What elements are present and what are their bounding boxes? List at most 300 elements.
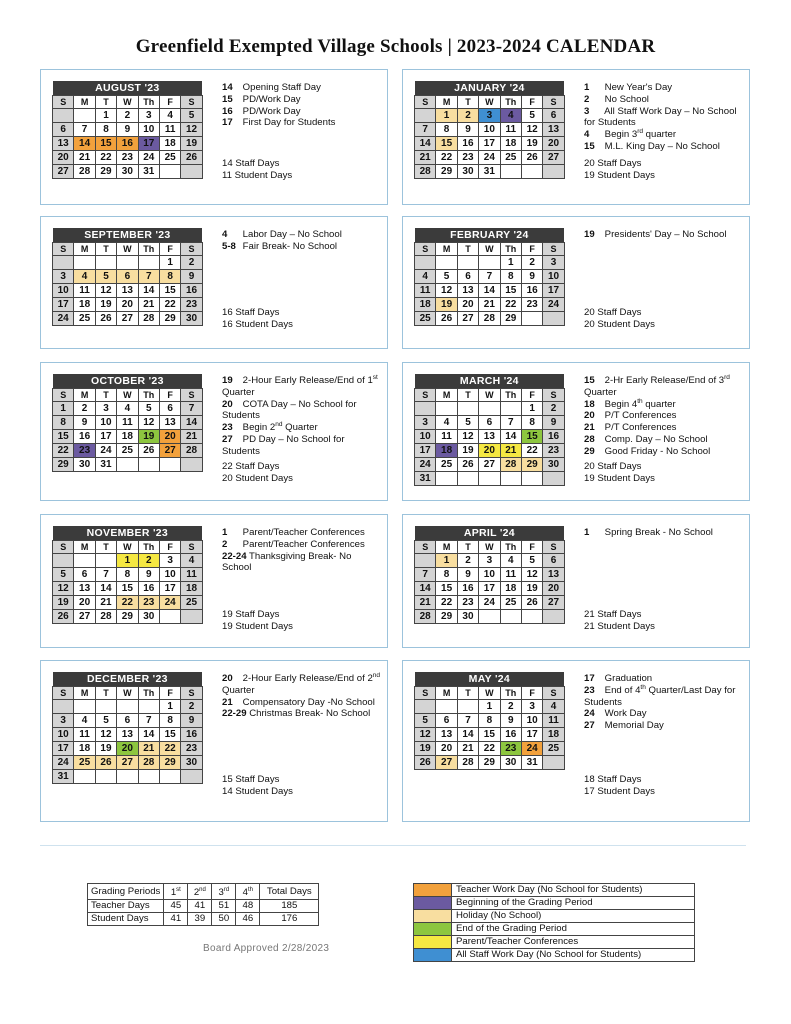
day-cell: 19 xyxy=(457,444,478,458)
day-header: S xyxy=(181,243,202,256)
day-header: Th xyxy=(138,687,159,700)
day-cell xyxy=(500,472,521,486)
legend-label: Beginning of the Grading Period xyxy=(452,897,695,910)
day-cell xyxy=(500,165,521,179)
calendar-note: 1 Parent/Teacher Conferences xyxy=(222,527,365,538)
student-days: 17 Student Days xyxy=(584,785,655,797)
legend-row xyxy=(414,949,695,962)
month-card xyxy=(40,660,388,822)
day-cell xyxy=(117,770,138,784)
day-cell: 1 xyxy=(436,109,457,123)
day-cell: 14 xyxy=(415,582,436,596)
day-cell: 20 xyxy=(436,742,457,756)
month-card xyxy=(40,514,388,648)
day-cell: 19 xyxy=(521,582,542,596)
day-cell: 12 xyxy=(457,430,478,444)
day-cell: 10 xyxy=(543,270,564,284)
day-header: T xyxy=(95,96,116,109)
day-cell: 11 xyxy=(500,123,521,137)
day-cell: 27 xyxy=(543,596,564,610)
day-cell: 17 xyxy=(159,582,180,596)
legend-row xyxy=(414,910,695,923)
grading-cell: 46 xyxy=(236,913,260,926)
day-cell: 16 xyxy=(181,284,202,298)
day-cell xyxy=(74,770,95,784)
day-cell: 31 xyxy=(415,472,436,486)
day-cell: 4 xyxy=(500,109,521,123)
day-cell: 27 xyxy=(479,458,500,472)
grading-cell: 48 xyxy=(236,900,260,913)
grading-cell: 185 xyxy=(260,900,319,913)
day-header: M xyxy=(436,389,457,402)
day-counts xyxy=(222,158,292,182)
day-cell: 3 xyxy=(159,554,180,568)
day-cell: 25 xyxy=(500,596,521,610)
day-cell: 3 xyxy=(479,109,500,123)
grading-cell: 41 xyxy=(188,900,212,913)
day-header: F xyxy=(159,389,180,402)
day-cell: 4 xyxy=(436,416,457,430)
day-header: S xyxy=(415,389,436,402)
day-cell: 8 xyxy=(479,714,500,728)
day-cell: 17 xyxy=(53,742,74,756)
day-cell: 23 xyxy=(74,444,95,458)
month-notes xyxy=(222,673,382,720)
legend-row xyxy=(414,897,695,910)
day-cell: 24 xyxy=(479,596,500,610)
day-cell xyxy=(521,610,542,624)
day-cell xyxy=(479,402,500,416)
day-cell: 20 xyxy=(53,151,74,165)
day-header: M xyxy=(74,389,95,402)
day-cell: 12 xyxy=(95,284,116,298)
legend-row xyxy=(414,884,695,897)
day-cell: 30 xyxy=(181,312,202,326)
day-cell: 13 xyxy=(117,728,138,742)
day-cell xyxy=(138,770,159,784)
day-header: T xyxy=(457,243,478,256)
day-cell: 6 xyxy=(117,714,138,728)
legend-swatch xyxy=(414,897,452,910)
day-header: W xyxy=(479,541,500,554)
day-cell: 5 xyxy=(521,554,542,568)
month-calendar xyxy=(52,374,203,472)
day-cell: 1 xyxy=(53,402,74,416)
grading-header: 1st xyxy=(164,884,188,900)
staff-days: 16 Staff Days xyxy=(222,307,280,318)
day-cell: 12 xyxy=(521,123,542,137)
day-cell: 15 xyxy=(479,728,500,742)
day-cell: 24 xyxy=(53,312,74,326)
day-cell: 25 xyxy=(159,151,180,165)
day-header: M xyxy=(74,96,95,109)
day-cell xyxy=(74,256,95,270)
day-header: S xyxy=(543,96,564,109)
day-cell: 19 xyxy=(53,596,74,610)
day-cell: 26 xyxy=(521,151,542,165)
student-days: 19 Student Days xyxy=(584,169,655,181)
day-header: S xyxy=(53,389,74,402)
day-cell xyxy=(479,472,500,486)
day-header: W xyxy=(479,243,500,256)
day-cell: 18 xyxy=(74,298,95,312)
day-cell: 24 xyxy=(479,151,500,165)
day-header: F xyxy=(521,687,542,700)
calendar-note: 24 Work Day xyxy=(584,708,647,720)
day-cell: 14 xyxy=(181,416,202,430)
day-cell: 11 xyxy=(543,714,564,728)
day-header: M xyxy=(74,541,95,554)
day-cell: 10 xyxy=(138,123,159,137)
day-cell xyxy=(159,770,180,784)
day-cell: 6 xyxy=(543,554,564,568)
day-cell: 21 xyxy=(415,596,436,610)
day-cell: 27 xyxy=(436,756,457,770)
month-calendar xyxy=(414,374,565,486)
day-cell: 10 xyxy=(53,284,74,298)
day-cell: 26 xyxy=(457,458,478,472)
calendar-note: 15 M.L. King Day – No School xyxy=(584,140,720,152)
legend-swatch xyxy=(414,923,452,936)
day-cell: 26 xyxy=(521,596,542,610)
day-cell: 13 xyxy=(436,728,457,742)
day-cell: 1 xyxy=(117,554,138,568)
day-cell: 4 xyxy=(500,554,521,568)
day-cell: 13 xyxy=(543,123,564,137)
calendar-note: 23 Begin 2nd Quarter xyxy=(222,421,318,434)
grading-row-label: Student Days xyxy=(88,913,164,926)
day-cell: 19 xyxy=(436,298,457,312)
day-cell: 30 xyxy=(457,165,478,179)
day-cell xyxy=(415,554,436,568)
staff-days: 14 Staff Days xyxy=(222,158,280,169)
day-cell: 24 xyxy=(159,596,180,610)
month-notes xyxy=(584,527,744,539)
board-approved-note: Board Approved 2/28/2023 xyxy=(203,943,330,954)
day-header: S xyxy=(543,243,564,256)
day-cell: 8 xyxy=(53,416,74,430)
day-cell: 13 xyxy=(159,416,180,430)
calendar-note: 16 PD/Work Day xyxy=(222,105,301,117)
day-cell xyxy=(53,109,74,123)
day-cell: 22 xyxy=(521,444,542,458)
day-cell: 16 xyxy=(543,430,564,444)
day-cell: 6 xyxy=(159,402,180,416)
day-cell: 16 xyxy=(457,137,478,151)
day-cell: 26 xyxy=(95,312,116,326)
day-cell: 18 xyxy=(74,742,95,756)
day-cell: 20 xyxy=(117,742,138,756)
grading-cell: 41 xyxy=(164,913,188,926)
day-cell: 30 xyxy=(138,610,159,624)
legend-row xyxy=(414,936,695,949)
day-cell xyxy=(159,165,180,179)
day-counts xyxy=(222,461,293,485)
grading-header: 4th xyxy=(236,884,260,900)
month-card xyxy=(402,362,750,501)
day-cell: 9 xyxy=(117,123,138,137)
day-cell: 15 xyxy=(500,284,521,298)
day-header: S xyxy=(53,243,74,256)
day-header: F xyxy=(521,389,542,402)
day-cell xyxy=(74,109,95,123)
day-cell: 9 xyxy=(138,568,159,582)
day-header: M xyxy=(436,243,457,256)
day-cell: 18 xyxy=(117,430,138,444)
day-cell: 5 xyxy=(521,109,542,123)
day-header: Th xyxy=(500,389,521,402)
day-cell: 31 xyxy=(479,165,500,179)
calendar-note: 1 Spring Break - No School xyxy=(584,527,713,538)
day-cell xyxy=(415,700,436,714)
day-cell xyxy=(415,402,436,416)
month-card xyxy=(402,216,750,349)
day-cell: 31 xyxy=(53,770,74,784)
calendar-note: 28 Comp. Day – No School xyxy=(584,433,708,445)
staff-days: 19 Staff Days xyxy=(222,609,280,620)
month-card xyxy=(40,69,388,205)
day-cell: 4 xyxy=(74,270,95,284)
day-cell: 28 xyxy=(479,312,500,326)
month-calendar xyxy=(52,526,203,624)
calendar-note: 27 PD Day – No School for Students xyxy=(222,433,345,457)
day-cell: 10 xyxy=(159,568,180,582)
day-cell: 25 xyxy=(181,596,202,610)
day-cell: 18 xyxy=(500,137,521,151)
day-cell: 15 xyxy=(117,582,138,596)
day-cell: 28 xyxy=(181,444,202,458)
day-cell: 12 xyxy=(138,416,159,430)
day-cell: 2 xyxy=(74,402,95,416)
day-cell: 15 xyxy=(521,430,542,444)
day-cell: 25 xyxy=(436,458,457,472)
day-cell: 2 xyxy=(543,402,564,416)
day-cell: 10 xyxy=(53,728,74,742)
month-title: MAY '24 xyxy=(415,672,565,687)
staff-days: 21 Staff Days xyxy=(584,609,642,620)
day-cell xyxy=(543,312,564,326)
day-cell: 16 xyxy=(181,728,202,742)
day-cell: 7 xyxy=(95,568,116,582)
month-title: APRIL '24 xyxy=(415,526,565,541)
day-cell: 11 xyxy=(159,123,180,137)
day-cell: 29 xyxy=(95,165,116,179)
day-header: S xyxy=(415,243,436,256)
day-cell: 5 xyxy=(138,402,159,416)
day-cell: 18 xyxy=(159,137,180,151)
day-cell: 27 xyxy=(159,444,180,458)
day-cell: 1 xyxy=(500,256,521,270)
month-calendar xyxy=(414,81,565,179)
day-header: M xyxy=(74,687,95,700)
day-cell: 12 xyxy=(53,582,74,596)
day-cell: 24 xyxy=(543,298,564,312)
staff-days: 22 Staff Days xyxy=(222,461,280,472)
day-cell xyxy=(138,458,159,472)
day-cell: 3 xyxy=(53,714,74,728)
day-cell: 22 xyxy=(436,151,457,165)
calendar-note: 5-8 Fair Break- No School xyxy=(222,240,338,252)
day-cell: 2 xyxy=(181,700,202,714)
calendar-note: 2 Parent/Teacher Conferences xyxy=(222,538,365,550)
legend-label: Parent/Teacher Conferences xyxy=(452,936,695,949)
month-calendar xyxy=(52,672,203,784)
day-cell: 5 xyxy=(457,416,478,430)
day-cell: 10 xyxy=(479,568,500,582)
day-cell: 9 xyxy=(500,714,521,728)
day-cell: 23 xyxy=(543,444,564,458)
day-cell: 18 xyxy=(543,728,564,742)
day-cell: 23 xyxy=(181,298,202,312)
day-cell: 20 xyxy=(74,596,95,610)
calendar-note: 19 2-Hour Early Release/End of 1st Quarter xyxy=(222,373,378,398)
grading-periods-table xyxy=(87,883,319,926)
day-cell xyxy=(543,165,564,179)
grading-header: Grading Periods xyxy=(88,884,164,900)
month-title: FEBRUARY '24 xyxy=(415,228,565,243)
day-cell xyxy=(436,256,457,270)
day-cell: 6 xyxy=(117,270,138,284)
grading-cell: 39 xyxy=(188,913,212,926)
month-calendar xyxy=(52,81,203,179)
month-calendar xyxy=(414,228,565,326)
day-cell: 16 xyxy=(138,582,159,596)
day-cell: 10 xyxy=(415,430,436,444)
day-cell: 2 xyxy=(500,700,521,714)
month-notes xyxy=(222,82,382,129)
day-cell: 24 xyxy=(53,756,74,770)
day-cell: 17 xyxy=(521,728,542,742)
calendar-note: 15 2-Hr Early Release/End of 3rd Quarter xyxy=(584,373,730,398)
day-cell xyxy=(181,610,202,624)
day-counts xyxy=(584,158,655,182)
day-cell: 23 xyxy=(181,742,202,756)
day-header: W xyxy=(117,687,138,700)
day-cell: 28 xyxy=(138,756,159,770)
day-cell: 2 xyxy=(181,256,202,270)
day-cell: 9 xyxy=(521,270,542,284)
day-header: Th xyxy=(138,96,159,109)
day-cell: 20 xyxy=(159,430,180,444)
legend-swatch xyxy=(414,884,452,897)
day-cell: 23 xyxy=(457,151,478,165)
day-cell: 3 xyxy=(53,270,74,284)
day-cell: 30 xyxy=(500,756,521,770)
day-cell xyxy=(457,472,478,486)
legend-label: Holiday (No School) xyxy=(452,910,695,923)
day-cell: 14 xyxy=(138,284,159,298)
day-header: S xyxy=(415,687,436,700)
day-cell: 22 xyxy=(159,742,180,756)
day-cell: 4 xyxy=(159,109,180,123)
day-cell: 31 xyxy=(138,165,159,179)
staff-days: 18 Staff Days xyxy=(584,774,642,785)
day-cell: 2 xyxy=(457,554,478,568)
day-cell: 29 xyxy=(500,312,521,326)
day-cell: 26 xyxy=(95,756,116,770)
day-cell: 1 xyxy=(436,554,457,568)
day-cell: 29 xyxy=(521,458,542,472)
day-cell: 6 xyxy=(543,109,564,123)
day-header: F xyxy=(159,687,180,700)
calendar-note: 20 P/T Conferences xyxy=(584,410,677,422)
color-legend xyxy=(413,883,695,962)
day-header: Th xyxy=(500,687,521,700)
staff-days: 20 Staff Days xyxy=(584,461,642,472)
day-cell: 20 xyxy=(543,137,564,151)
day-cell: 3 xyxy=(479,554,500,568)
day-cell: 18 xyxy=(415,298,436,312)
day-cell xyxy=(181,770,202,784)
day-cell: 27 xyxy=(457,312,478,326)
month-notes xyxy=(222,527,382,574)
day-cell xyxy=(479,610,500,624)
day-cell: 4 xyxy=(74,714,95,728)
day-cell: 3 xyxy=(95,402,116,416)
day-cell: 19 xyxy=(95,742,116,756)
day-cell: 28 xyxy=(415,610,436,624)
calendar-note: 17 First Day for Students xyxy=(222,117,336,129)
day-cell: 15 xyxy=(53,430,74,444)
day-cell: 12 xyxy=(415,728,436,742)
day-cell xyxy=(415,109,436,123)
day-cell xyxy=(436,700,457,714)
day-cell: 24 xyxy=(138,151,159,165)
day-cell: 21 xyxy=(181,430,202,444)
day-cell: 11 xyxy=(436,430,457,444)
day-cell: 1 xyxy=(159,256,180,270)
day-cell: 6 xyxy=(479,416,500,430)
day-cell: 13 xyxy=(74,582,95,596)
day-cell: 7 xyxy=(479,270,500,284)
calendar-note: 20 2-Hour Early Release/End of 2nd Quarter xyxy=(222,671,381,696)
day-header: T xyxy=(457,687,478,700)
grading-cell: 45 xyxy=(164,900,188,913)
calendar-note: 15 PD/Work Day xyxy=(222,93,301,105)
day-cell: 20 xyxy=(117,298,138,312)
legend-swatch xyxy=(414,949,452,962)
day-cell: 3 xyxy=(138,109,159,123)
day-header: T xyxy=(457,541,478,554)
grading-header: Total Days xyxy=(260,884,319,900)
day-cell: 13 xyxy=(479,430,500,444)
day-cell: 26 xyxy=(181,151,202,165)
day-cell: 31 xyxy=(521,756,542,770)
day-cell: 12 xyxy=(436,284,457,298)
day-cell xyxy=(500,610,521,624)
day-cell xyxy=(181,165,202,179)
legend-row xyxy=(414,923,695,936)
day-cell: 21 xyxy=(415,151,436,165)
day-cell: 11 xyxy=(74,728,95,742)
day-cell: 22 xyxy=(117,596,138,610)
day-cell: 14 xyxy=(500,430,521,444)
calendar-note: 29 Good Friday - No School xyxy=(584,445,711,457)
day-cell: 5 xyxy=(95,714,116,728)
day-cell: 28 xyxy=(138,312,159,326)
day-cell: 11 xyxy=(415,284,436,298)
day-cell: 25 xyxy=(117,444,138,458)
day-header: S xyxy=(181,687,202,700)
day-cell: 24 xyxy=(95,444,116,458)
page-title: Greenfield Exempted Village Schools | 2023-2024 CALENDAR xyxy=(135,36,656,57)
day-header: W xyxy=(117,541,138,554)
day-header: Th xyxy=(500,541,521,554)
day-cell xyxy=(521,165,542,179)
day-cell: 5 xyxy=(181,109,202,123)
day-cell: 1 xyxy=(479,700,500,714)
grading-cell: 50 xyxy=(212,913,236,926)
